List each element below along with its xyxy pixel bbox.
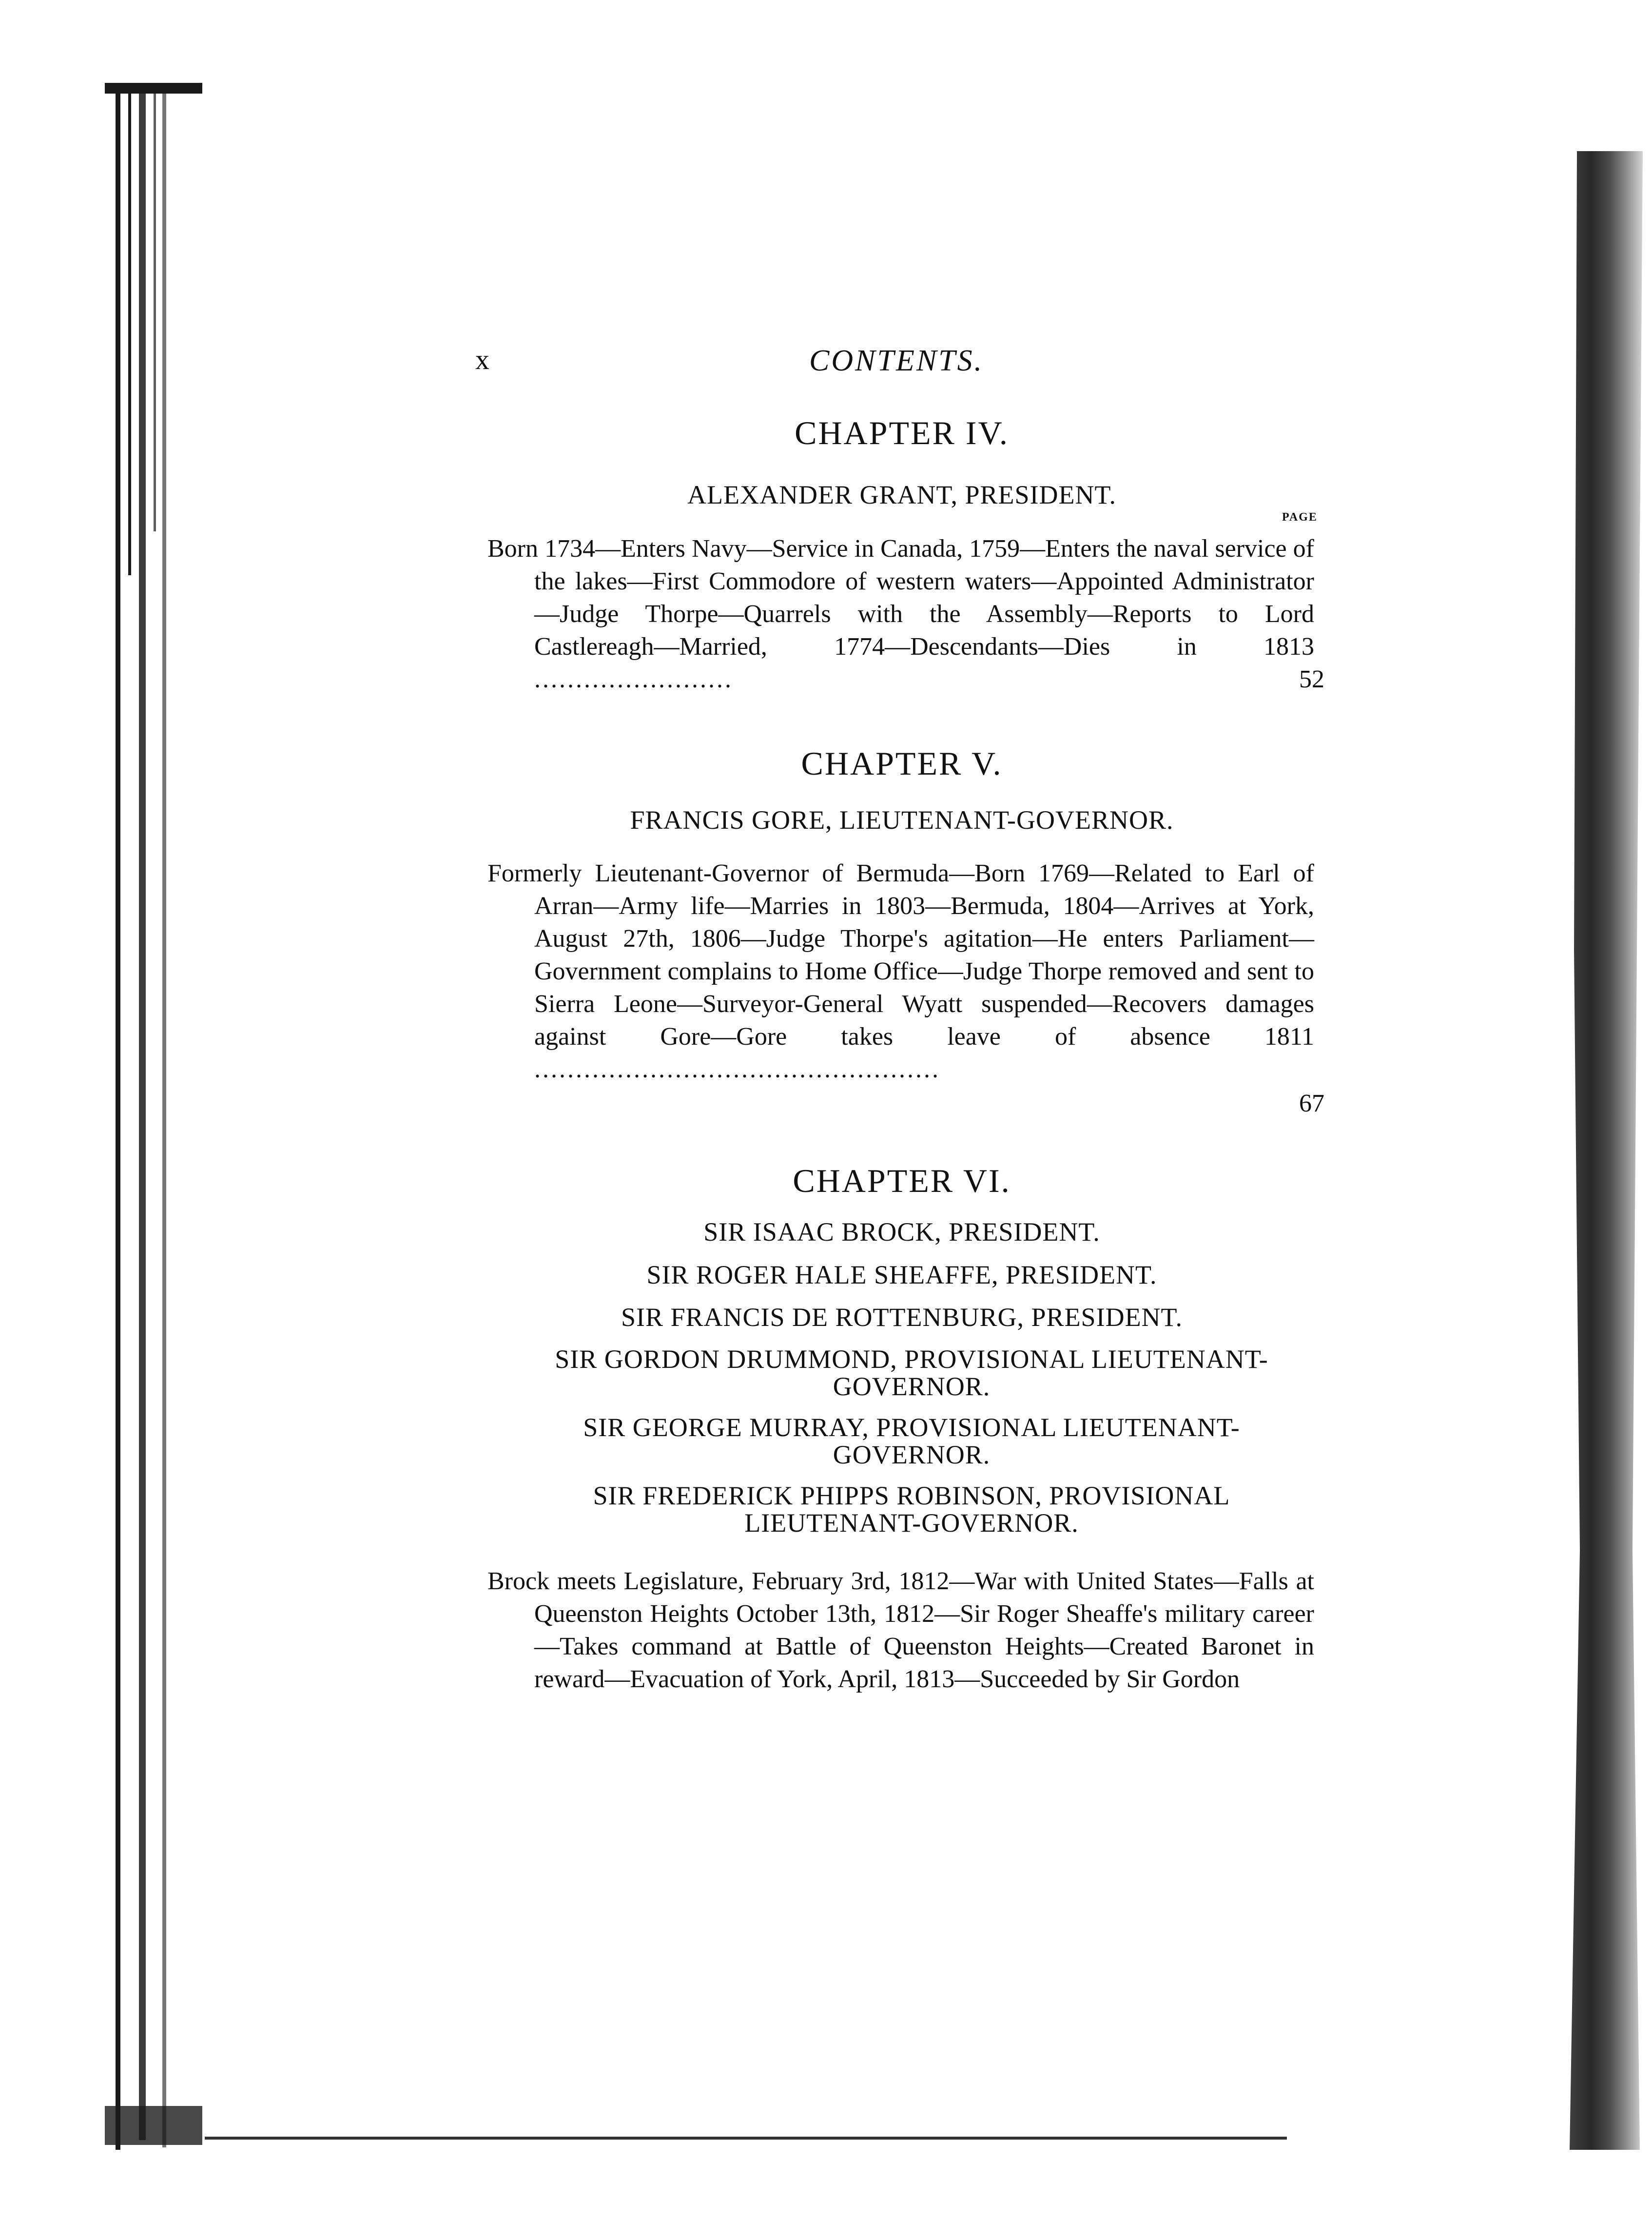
scan-bottom-rule xyxy=(205,2137,1287,2140)
chapter-summary xyxy=(487,1565,1314,1695)
chapter-subject: ALEXANDER GRANT, PRESIDENT. xyxy=(687,480,1116,509)
running-head: CONTENTS. xyxy=(809,344,984,377)
chapter-subject: SIR ISAAC BROCK, PRESIDENT. xyxy=(703,1217,1100,1247)
chapter-subject: FRANCIS GORE, LIEUTENANT-GOVERNOR. xyxy=(630,805,1174,835)
chapter-page-number: 52 xyxy=(1299,665,1324,693)
chapter-subject: SIR GORDON DRUMMOND, PROVISIONAL LIEUTENANT-GOVERNOR. xyxy=(555,1344,1268,1401)
chapter-page-number: 67 xyxy=(1299,1090,1324,1117)
page-number: x xyxy=(475,344,489,375)
chapter-subject: SIR FREDERICK PHIPPS ROBINSON, PROVISIONAL LIEUTENANT-GOVERNOR. xyxy=(593,1481,1230,1538)
page-column-label: PAGE xyxy=(1282,511,1318,524)
dot-leaders: ........................ xyxy=(534,665,733,693)
chapter-summary xyxy=(487,857,1314,1086)
scan-binding-edge xyxy=(105,83,207,2155)
summary-text: Formerly Lieutenant-Governor of Bermuda—Born 1769—Related to Earl of Arran—Army life—Marries in 1803—Bermuda, 1804—Arrives at York, August 27th, 1806—Judge Thorpe's agitation—He enters Parliament—Government complains to Home Office—Judge Thorpe removed and sent to Sierra Leone—Surveyor-General Wyatt suspended—Recovers damages against Gore—Gore takes leave of absence 1811 xyxy=(487,859,1314,1051)
scan-page-edge xyxy=(1570,151,1643,2150)
summary-text: Brock meets Legislature, February 3rd, 1812—War with United States—Falls at Queenston Heights October 13th, 1812—Sir Roger Sheaffe's military career—Takes command at Battle of Queenston Heights—Created Baronet in reward—Evacuation of York, April, 1813—Succeeded by Sir Gordon xyxy=(487,1567,1314,1693)
chapter-summary xyxy=(487,532,1314,696)
chapter-subject: SIR GEORGE MURRAY, PROVISIONAL LIEUTENANT-GOVERNOR. xyxy=(583,1413,1240,1469)
chapter-subject: SIR FRANCIS DE ROTTENBURG, PRESIDENT. xyxy=(621,1303,1183,1332)
chapter-title: CHAPTER IV. xyxy=(795,414,1009,451)
chapter-title: CHAPTER VI. xyxy=(793,1162,1011,1199)
chapter-subject: SIR ROGER HALE SHEAFFE, PRESIDENT. xyxy=(646,1260,1157,1289)
dot-leaders: ................................................. xyxy=(534,1055,940,1083)
chapter-title: CHAPTER V. xyxy=(801,745,1003,782)
summary-text: Born 1734—Enters Navy—Service in Canada, 1759—Enters the naval service of the lakes—First Commodore of western waters—Appointed Administrator—Judge Thorpe—Quarrels with the Assembly—Reports to Lord Castlereagh—Married, 1774—Descendants—Dies in 1813 xyxy=(487,535,1314,661)
